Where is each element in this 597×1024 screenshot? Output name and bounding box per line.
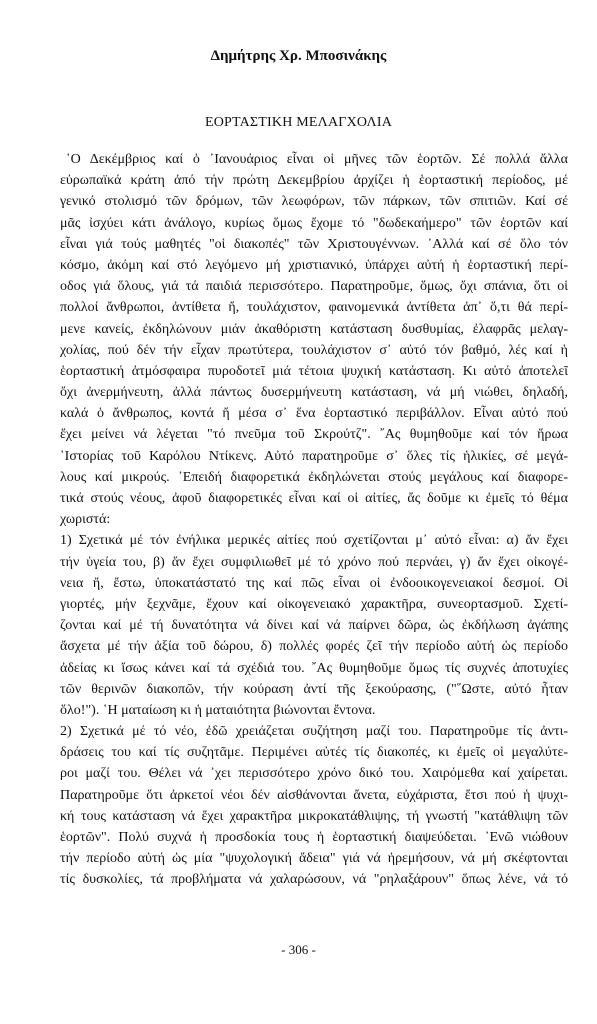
text-line: ροι μαζί του. Θέλει νά ᾿χει περισσότερο χρόνο δικό του. Χαιρόμεθα καί χαίρεται.	[60, 766, 568, 782]
text-line: κόσμο, ἀκόμη καί στό λεγόμενο μή χριστιανικό, ὑπάρχει αὐτή ἡ ἑορταστική περί-	[60, 257, 568, 273]
text-line: ἀδείας κι ἴσως κάνει καί τά σχέδιά του. ῎Ας θυμηθοῦμε ὅμως τίς συχνές ἀποτυχίες	[60, 660, 568, 676]
text-line: τικά στούς νέους, ἀφοῦ διαφορετικές εἶναι καί οἱ αἰτίες, ἄς δοῦμε κι ἐμεῖς τό θέμα	[60, 491, 568, 506]
text-line: χωριστά:	[60, 512, 111, 528]
text-line: δράσεις του καί τίς συζητᾶμε. Περιμένει αὐτές τίς διακοπές, κι ἐμεῖς οἱ μεγαλύτε-	[60, 745, 568, 761]
text-line: τίς δυσκολίες, τά προβλήματα νά χαλαρώσουν, νά "ρηλαξάρουν" ὅπως λένε, νά τό	[60, 872, 568, 888]
text-line: χολίας, πού δέν τήν εἶχαν πρωτύτερα, τουλάχιστον σ᾿ αὐτό τόν βαθμό, λές καί ἡ	[60, 342, 568, 358]
text-line: τήν ὑγεία του, β) ἄν ἔχει συμφιλιωθεῖ μέ τό χρόνο πού περνάει, γ) ἄν ἔχει οἰκογέ-	[60, 554, 568, 570]
text-line: πολλοί ἄνθρωποι, ἀντίθετα ἤ, τουλάχιστον, φαινομενικά ἀντίθετα ἀπ᾿ ὅ,τι θά περί-	[60, 300, 568, 316]
text-line: ἔχει μείνει νά λέγεται "τό πνεῦμα τοῦ Σκρούτζ". ῎Ας θυμηθοῦμε καί τόν ἥρωα	[60, 427, 568, 443]
article-body	[60, 149, 568, 891]
text-line: καλά ὁ ἄνθρωπος, κοντά ἤ μέσα σ᾿ ἕνα ἑορταστικό περιβάλλον. Εἶναι αὐτό πού	[60, 406, 568, 422]
text-line: μᾶς ἰσχύει κάτι ἀνάλογο, κυρίως ὅμως ἔχομε τό "δωδεκαήμερο" τῶν ἑορτῶν καί	[60, 215, 568, 231]
text-line: λους καί μικρούς. ᾿Επειδή διαφορετικά ἐκδηλώνεται στούς μεγάλους καί διαφορε-	[60, 469, 568, 485]
text-line: ὄχι ἀνερμήνευτη, ἀλλά πάντως δυσερμήνευτη κατάσταση, νά μή νιώθει, δηλαδή,	[60, 385, 568, 401]
text-line: νεια ἤ, ἔστω, ὑποκατάστατό της καί πῶς εἶναι οἱ ἐνδοοικογενειακοί δεσμοί. Οἱ	[60, 575, 568, 591]
text-line: Παρατηροῦμε ὅτι ἀρκετοί νέοι δέν αἰσθάνονται ἄνετα, εὐχάριστα, ἔτσι πού ἡ ψυχι-	[60, 787, 568, 803]
text-line: ἑορτῶν". Πολύ συχνά ἡ προσδοκία τους ἡ ἑορταστική διαψεύδεται. ᾿Ενῶ νιώθουν	[60, 830, 568, 845]
text-line: 1) Σχετικά μέ τόν ἐνήλικα μερικές αἰτίες πού σχετίζονται μ᾿ αὐτό εἶναι: α) ἄν ἔχει	[60, 533, 568, 549]
text-line: μενε κανείς, ἐκδηλώνουν μιάν ἀκαθόριστη κατάσταση δυσθυμίας, ἐλαφρᾶς μελαγ-	[60, 321, 568, 337]
text-line: εἶναι γιά τούς μαθητές "οἱ διακοπές" τῶν Χριστουγέννων. ᾿Αλλά καί σέ ὅλο τόν	[60, 236, 568, 252]
text-line: τήν περίοδο αὐτή ὡς μία "ψυχολογική ἄδεια" γιά νά ἠρεμήσουν, νά μή σκέφτονται	[60, 851, 568, 867]
text-line: εὐρωπαϊκά κράτη ἀπό τήν πρώτη Δεκεμβρίου ἀρχίζει ἡ ἑορταστική περίοδος, μέ	[60, 173, 568, 189]
text-line: ζονται καί μέ τή δυνατότητα νά δίνει καί νά παίρνει δῶρα, ὡς ἐκδήλωση ἀγάπης	[60, 618, 568, 634]
text-line: κή τους κατάσταση νά ἔχει χαρακτῆρα μικροκατάθλιψης, τή γνωστή "κατάθλιψη τῶν	[60, 808, 568, 824]
text-line: ἑορταστική ἀτμόσφαιρα πυροδοτεῖ μιά τέτοια ψυχική κατάσταση. Κι αὐτό ἀποτελεῖ	[60, 363, 568, 379]
article-title: ΕΟΡΤΑΣΤΙΚΗ ΜΕΛΑΓΧΟΛΙΑ	[204, 115, 393, 130]
text-line: ὅλο!"). ῾Η ματαίωση κι ἡ ματαιότητα βιώνονται ἔντονα.	[60, 702, 376, 718]
text-line: τῶν θερινῶν διακοπῶν, τήν κούραση ἀντί τῆς ξεκούρασης, ("῞Ωστε, αὐτό ἦταν	[60, 681, 568, 697]
text-line: γενικό στολισμό τῶν δρόμων, τῶν λεωφόρων, τῶν πάρκων, τῶν σπιτιῶν. Καί σέ	[60, 194, 568, 210]
text-line: γιορτές, μήν ξεχνᾶμε, ἔχουν καί οἰκογενειακό χαρακτῆρα, συνεορτασμοῦ. Σχετί-	[60, 596, 568, 612]
text-line: 2) Σχετικά μέ τό νέο, ἐδῶ χρειάζεται συζήτηση μαζί του. Παρατηροῦμε τίς ἀντι-	[60, 724, 568, 740]
text-line: οδος γιά ὅλους, γιά τά παιδιά περισσότερο. Παρατηροῦμε, ὅμως, ὄχι σπάνια, ὅτι οἱ	[60, 279, 568, 295]
author-name: Δημήτρης Χρ. Μποσινάκης	[210, 48, 387, 64]
text-line: ῾Ο Δεκέμβριος καί ὁ ᾿Ιανουάριος εἶναι οἱ μῆνες τῶν ἑορτῶν. Σέ πολλά ἄλλα	[66, 152, 568, 167]
text-line: ἄσχετα μέ τήν ἀξία τοῦ δώρου, δ) πολλές φορές ζεῖ τήν περίοδο αὐτή ὡς περίοδο	[60, 639, 568, 655]
page-number: - 306 -	[281, 942, 316, 957]
text-line: ῾Ιστορίας τοῦ Καρόλου Ντίκενς. Αὐτό παρατηροῦμε σ᾿ ὅλες τίς ἡλικίες, σέ μεγά-	[60, 448, 568, 464]
